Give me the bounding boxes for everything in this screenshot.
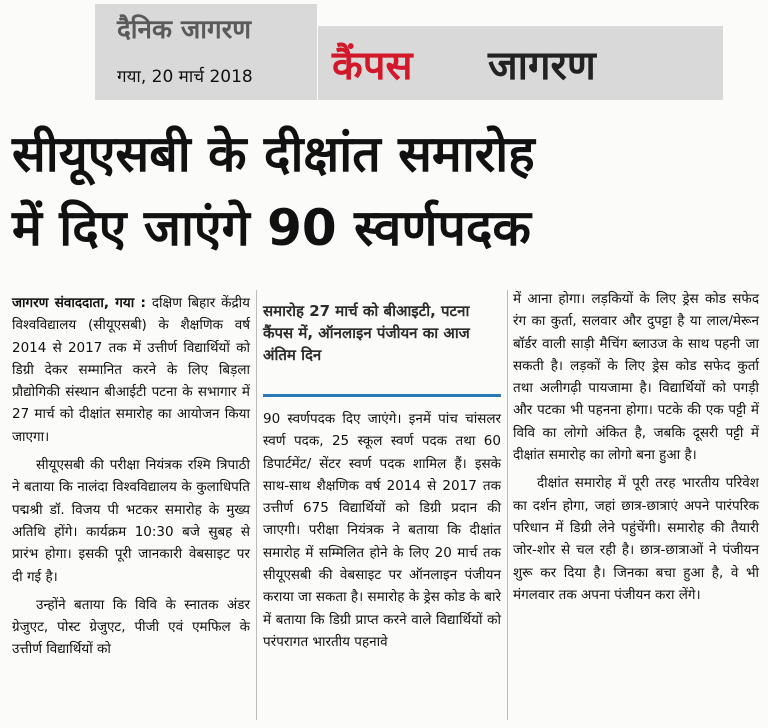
paragraph: सीयूएसबी की परीक्षा नियंत्रक रश्मि त्रिपाठी ने बताया कि नालंदा विश्वविद्यालय के कुलाधिपति पद्मश्री डॉ. विजय पी भटकर समारोह के मुख्य अतिथि होंगे। कार्यक्रम 10:30 बजे सुबह से प्रारंभ होगा। इसकी पूरी जानकारी वेबसाइट पर दी गई है। xyxy=(12,457,250,585)
article-column-3 xyxy=(513,288,759,612)
headline-line2: में दिए जाएंगे 90 स्वर्णपदक xyxy=(12,199,531,257)
paragraph: में आना होगा। लड़कियों के लिए ड्रेस कोड सफेद रंग का कुर्ता, सलवार और दुपट्टा है या लाल/मेरून बॉर्डर वाली साड़ी मैचिंग ब्लाउज के साथ पहनी जा सकती है। लड़कों के लिए ड्रेस कोड सफेद कुर्ता तथा अलीगढ़ी पायजामा है। विद्यार्थियों को पगड़ी और पटका भी पहनना होगा। पटके की एक पट्टी में विवि का लोगो अंकित है, जबकि दूसरी पट्टी में दीक्षांत समारोह का लोगो बना हुआ है। xyxy=(513,291,759,464)
column-divider xyxy=(507,290,508,720)
section-banner xyxy=(318,26,723,100)
paragraph: 90 स्वर्णपदक दिए जाएंगे। इनमें पांच चांसलर स्वर्ण पदक, 25 स्कूल स्वर्ण पदक तथा 60 डिपार्टमेंट/ सेंटर स्वर्ण पदक शामिल हैं। इसके साथ-साथ शैक्षणिक वर्ष 2014 से 2017 तक उत्तीर्ण 675 विद्यार्थियों को डिग्री प्रदान की जाएगी। परीक्षा नियंत्रक ने बताया कि दीक्षांत समारोह में सम्मिलित होने के लिए 20 मार्च तक सीयूएसबी की वेबसाइट पर ऑनलाइन पंजीयन कराया जा सकता है। समारोह के ड्रेस कोड के बारे में बताया कि डिग्री प्राप्त करने वाले विद्यार्थियों को परंपरागत भारतीय पहनावे xyxy=(263,411,501,650)
masthead-paper-block xyxy=(95,4,317,100)
pull-quote: समारोह 27 मार्च को बीआइटी, पटना कैंपस में, ऑनलाइन पंजीयन का आज अंतिम दिन xyxy=(263,302,470,364)
article-column-2 xyxy=(263,408,501,659)
paper-name: दैनिक जागरण xyxy=(117,15,252,45)
paragraph-text: दक्षिण बिहार केंद्रीय विश्वविद्यालय (सीयूएसबी) के शैक्षणिक वर्ष 2014 से 2017 तक में उत्तीर्ण विद्यार्थियों को डिग्री देकर सम्मानित करने के लिए बिड़ला प्रौद्योगिकी संस्थान बीआईटी पटना के सभागार में 27 मार्च को दीक्षांत समारोह का आयोजन किया जाएगा। xyxy=(12,295,250,445)
paragraph: दीक्षांत समारोह में पूरी तरह भारतीय परिवेश का दर्शन होगा, जहां छात्र-छात्राएं अपने पारंपरिक परिधान में डिग्री लेने पहुंचेंगी। समारोह की तैयारी जोर-शोर से चल रही है। छात्र-छात्राओं ने पंजीयन शुरू कर दिया है। जिनका बचा हुआ है, वे भी मंगलवार तक अपना पंजीयन करा लेंगे। xyxy=(513,475,759,603)
headline-line1: सीयूएसबी के दीक्षांत समारोह xyxy=(12,125,535,183)
paragraph: उन्होंने बताया कि विवि के स्नातक अंडर ग्रेजुएट, पोस्ट ग्रेजुएट, पीजी एवं एमफिल के उत्तीर्ण विद्यार्थियों को xyxy=(12,596,250,658)
section-name-part2: जागरण xyxy=(488,43,596,89)
article-column-1 xyxy=(12,292,250,667)
section-name-part1: कैंपस xyxy=(332,43,413,89)
byline: जागरण संवाददाता, गया : xyxy=(12,295,146,311)
column-divider xyxy=(256,290,257,720)
paragraph xyxy=(12,292,250,448)
edition-date: गया, 20 मार्च 2018 xyxy=(117,67,253,87)
pull-quote-rule xyxy=(263,394,501,397)
